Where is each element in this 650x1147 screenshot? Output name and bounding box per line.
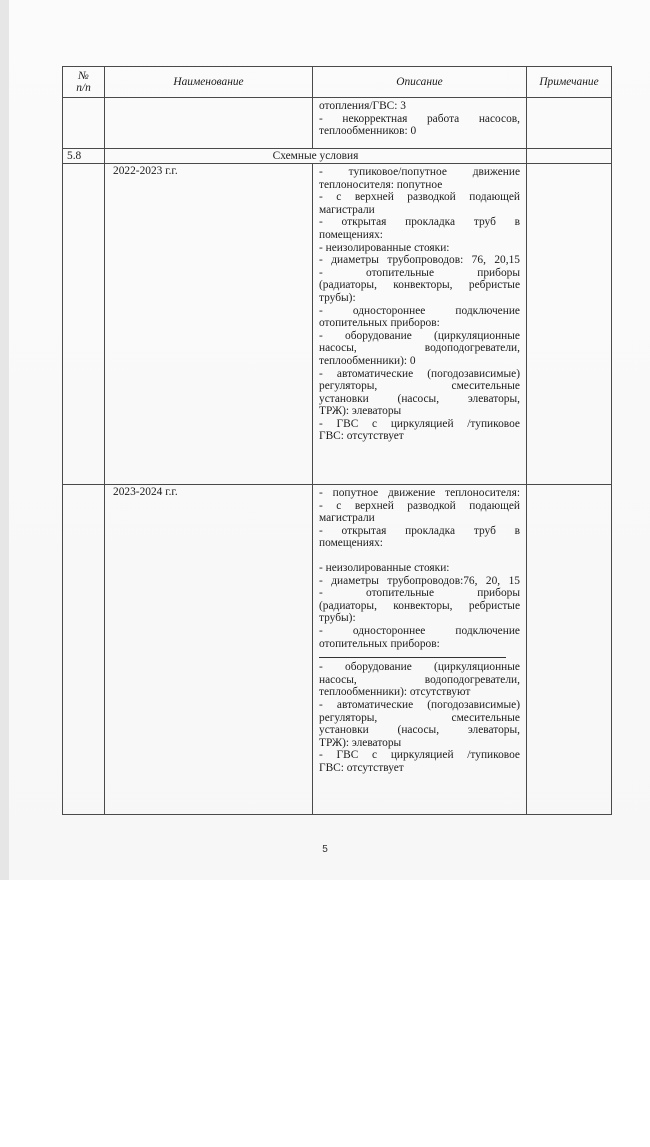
description-line: - с верхней разводкой подающей (319, 499, 520, 512)
description-line: теплообменников: 0 (319, 125, 417, 138)
cell-name (105, 98, 313, 149)
description-line: - автоматические (погодозависимые) (319, 698, 520, 711)
cell-name: 2023-2024 г.г. (105, 485, 313, 815)
description-line: (радиаторы, конвекторы, ребристые (319, 279, 520, 292)
description-line: - оборудование (циркуляционные (319, 661, 520, 674)
description-line: - открытая прокладка труб в (319, 216, 520, 229)
cell-note (527, 98, 612, 149)
description-line: отопительных приборов: (319, 317, 440, 330)
description-line: - одностороннее подключение (319, 304, 520, 317)
description-line: - с верхней разводкой подающей (319, 191, 520, 204)
description-line: магистрали (319, 203, 375, 216)
description-line: (радиаторы, конвекторы, ребристые (319, 599, 520, 612)
description-line: установки (насосы, элеваторы, (319, 392, 520, 405)
section-title: Схемные условия (105, 149, 527, 164)
cell-name: 2022-2023 г.г. (105, 164, 313, 485)
table-row-continuation (63, 98, 612, 149)
table-row (63, 164, 612, 485)
description-line: помещениях: (319, 228, 383, 241)
description-line: - отопительные приборы (319, 587, 520, 600)
page-number: 5 (322, 844, 328, 855)
header-number (63, 67, 105, 98)
description-line: ТРЖ): элеваторы (319, 405, 402, 418)
description-line: - попутное движение теплоносителя: (319, 487, 520, 499)
description-line: - автоматические (погодозависимые) (319, 367, 520, 380)
description-line: - оборудование (циркуляционные (319, 329, 520, 342)
cell-description (313, 485, 527, 815)
description-line: - отопительные приборы (319, 266, 520, 279)
blank-line (319, 550, 520, 562)
description-line: трубы): (319, 612, 356, 625)
description-line: теплообменники): отсутствуют (319, 686, 471, 699)
description-line: - неизолированные стояки: (319, 561, 450, 574)
table-row-section (63, 149, 612, 164)
description-line: - одностороннее подключение (319, 624, 520, 637)
description-line: отопительных приборов: (319, 637, 440, 650)
description-line: насосы, водоподогреватели, (319, 342, 520, 355)
cell-note (527, 149, 612, 164)
header-description: Описание (313, 67, 527, 98)
cell-note (527, 485, 612, 815)
description-line: - диаметры трубопроводов: 76, 20,15 (319, 254, 520, 267)
table-header-row (63, 67, 612, 98)
description-line: установки (насосы, элеваторы, (319, 724, 520, 737)
underline-blank (319, 650, 506, 658)
description-line: - диаметры трубопроводов:76, 20, 15 (319, 574, 520, 587)
cell-description (313, 98, 527, 149)
description-line: насосы, водоподогреватели, (319, 673, 520, 686)
description-line: теплообменники): 0 (319, 354, 416, 367)
data-table (62, 66, 612, 815)
cell-note (527, 164, 612, 485)
description-line: - тупиковое/попутное движение (319, 166, 520, 178)
cell-description (313, 164, 527, 485)
header-number-label: № п/п (76, 70, 91, 94)
description-line: трубы): (319, 291, 356, 304)
cell-number (63, 98, 105, 149)
description-line: - неизолированные стояки: (319, 241, 450, 254)
section-number: 5.8 (63, 149, 105, 164)
table-row (63, 485, 612, 815)
cell-number (63, 485, 105, 815)
cell-number (63, 164, 105, 485)
description-line: ТРЖ): элеваторы (319, 736, 402, 749)
description-line: теплоносителя: попутное (319, 178, 443, 191)
scan-edge-shadow (0, 0, 9, 880)
description-line: - ГВС с циркуляцией /тупиковое (319, 749, 520, 762)
description-line: - открытая прокладка труб в (319, 524, 520, 537)
header-name: Наименование (105, 67, 313, 98)
description-line: - ГВС с циркуляцией /тупиковое (319, 417, 520, 430)
description-line: регуляторы, смесительные (319, 711, 520, 724)
description-line: - некорректная работа насосов, (319, 112, 520, 125)
header-note: Примечание (527, 67, 612, 98)
description-line: ГВС: отсутствует (319, 430, 404, 443)
description-line: регуляторы, смесительные (319, 380, 520, 393)
description-line: отопления/ГВС: 3 (319, 100, 406, 112)
description-line: ГВС: отсутствует (319, 761, 404, 774)
description-line: магистрали (319, 512, 375, 525)
description-line: помещениях: (319, 537, 383, 550)
